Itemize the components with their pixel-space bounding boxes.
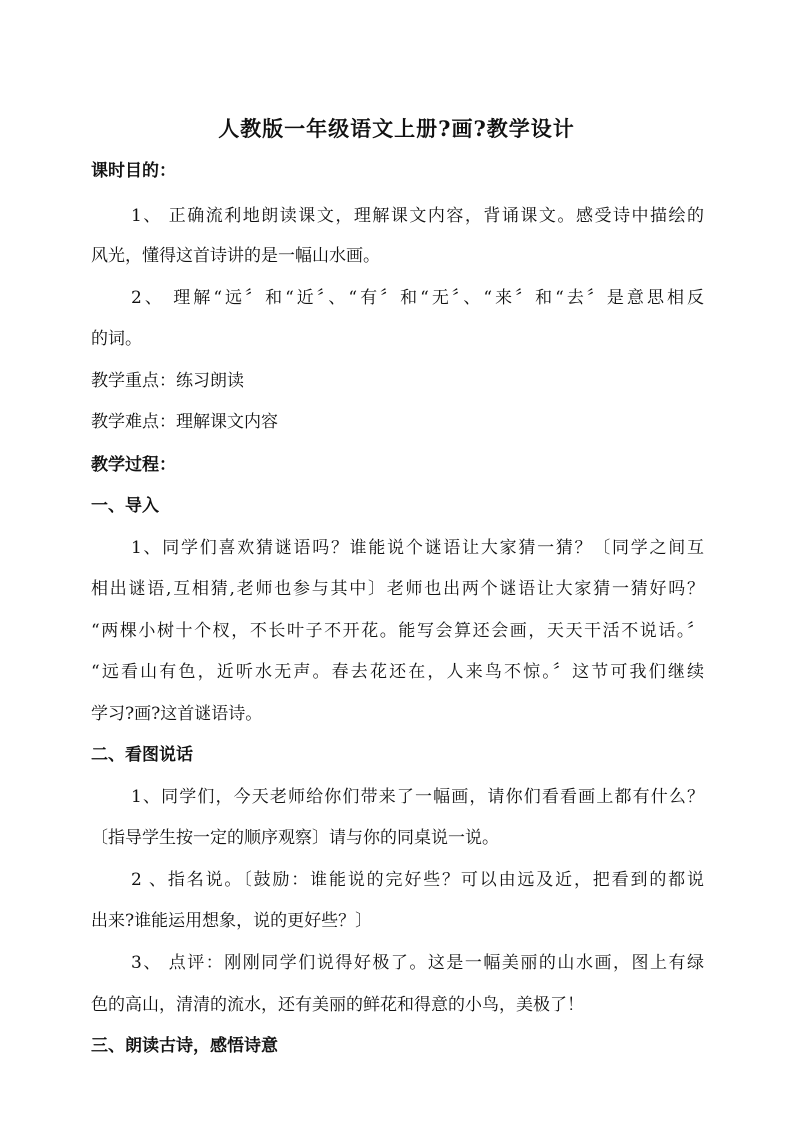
section-1-para-line-3: “两棵小树十个杈，不长叶子不开花。能写会算还会画，天天干活不说话。〞 [91, 621, 704, 641]
objectives-heading: 课时目的： [91, 161, 176, 181]
section-2-para-2-line-2: 出来?谁能运用想象，说的更好些？〕 [91, 911, 373, 931]
section-2-heading: 二、看图说话 [91, 745, 193, 765]
objective-1-line-1: 1、 正确流利地朗读课文，理解课文内容，背诵课文。感受诗中描绘的 [131, 206, 704, 226]
document-title: 人教版一年级语文上册?画?教学设计 [218, 116, 575, 141]
section-2-para-1-line-1: 1、同学们，今天老师给你们带来了一幅画，请你们看看画上都有什么？ [131, 787, 704, 807]
section-2-para-1-line-2: 〔指导学生按一定的顺序观察〕请与你的同桌说一说。 [91, 828, 499, 848]
process-heading: 教学过程： [91, 455, 176, 475]
section-2-para-3-line-2: 色的高山，清清的流水，还有美丽的鲜花和得意的小鸟，美极了！ [91, 995, 584, 1015]
section-2-para-3-line-1: 3、 点评：刚刚同学们说得好极了。这是一幅美丽的山水画，图上有绿 [131, 953, 704, 973]
difficulty: 教学难点：理解课文内容 [91, 412, 278, 432]
section-2-para-2-line-1: 2 、指名说。〔鼓励：谁能说的完好些？可以由远及近，把看到的都说 [131, 870, 704, 890]
objective-2-line-2: 的词。 [91, 329, 142, 349]
objective-2-line-1: 2、 理解“远〞和“近〞、“有〞和“无〞、“来〞和“去〞是意思相反 [131, 288, 704, 308]
section-1-para-line-5: 学习?画?这首谜语诗。 [91, 704, 263, 724]
section-1-para-line-2: 相出谜语,互相猜,老师也参与其中〕老师也出两个谜语让大家猜一猜好吗？ [91, 579, 704, 599]
key-point: 教学重点：练习朗读 [91, 371, 244, 391]
section-1-para-line-4: “远看山有色，近听水无声。春去花还在，人来鸟不惊。〞这节可我们继续 [91, 662, 704, 682]
section-3-heading: 三、朗读古诗，感悟诗意 [91, 1036, 278, 1056]
section-1-heading: 一、导入 [91, 496, 159, 516]
objective-1-line-2: 风光，懂得这首诗讲的是一幅山水画。 [91, 246, 380, 266]
section-1-para-line-1: 1、同学们喜欢猜谜语吗？谁能说个谜语让大家猜一猜？〔同学之间互 [131, 538, 704, 558]
